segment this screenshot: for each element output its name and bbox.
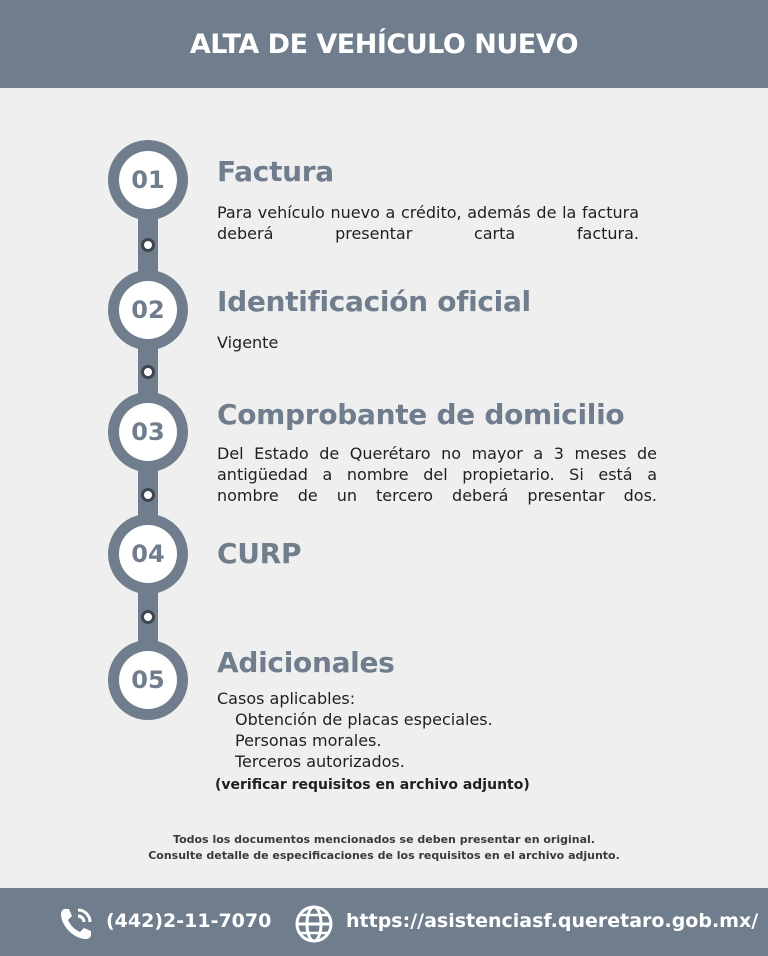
step-description-identificacion: Vigente bbox=[217, 333, 279, 352]
footnote-original: Todos los documentos mencionados se deben presentar en original. bbox=[173, 833, 595, 846]
step-number: 03 bbox=[119, 403, 177, 461]
step-badge-05 bbox=[108, 640, 188, 720]
step-title-factura: Factura bbox=[217, 155, 334, 188]
list-item: Obtención de placas especiales. bbox=[235, 710, 493, 729]
additional-cases-list bbox=[217, 709, 493, 772]
list-item: Personas morales. bbox=[235, 731, 382, 750]
step-intro-adicionales: Casos aplicables: bbox=[217, 689, 356, 708]
step-title-identificacion: Identificación oficial bbox=[217, 285, 531, 318]
step-number: 01 bbox=[119, 151, 177, 209]
step-description-comprobante: Del Estado de Querétaro no mayor a 3 meses de antigüedad a nombre del propietario. Si está a nombre de un tercero deberá presentar dos. bbox=[217, 444, 657, 505]
phone-icon bbox=[56, 904, 96, 948]
footer bbox=[0, 888, 768, 956]
verify-note: (verificar requisitos en archivo adjunto) bbox=[215, 777, 530, 793]
phone-number[interactable]: (442)2-11-7070 bbox=[106, 910, 272, 932]
step-badge-03 bbox=[108, 392, 188, 472]
step-description-factura: Para vehículo nuevo a crédito, además de la factura deberá presentar carta factura. bbox=[217, 203, 639, 243]
header bbox=[0, 0, 768, 88]
footnote-details: Consulte detalle de especificaciones de los requisitos en el archivo adjunto. bbox=[148, 849, 620, 862]
step-badge-02 bbox=[108, 270, 188, 350]
step-title-comprobante: Comprobante de domicilio bbox=[217, 398, 625, 431]
website-link[interactable]: https://asistenciasf.queretaro.gob.mx/ bbox=[346, 910, 759, 932]
step-number: 04 bbox=[119, 525, 177, 583]
list-item: Terceros autorizados. bbox=[235, 752, 405, 771]
step-title-curp: CURP bbox=[217, 537, 302, 570]
step-title-adicionales: Adicionales bbox=[217, 646, 395, 679]
step-number: 02 bbox=[119, 281, 177, 339]
step-badge-04 bbox=[108, 514, 188, 594]
timeline-dot bbox=[141, 365, 155, 379]
timeline-dot bbox=[141, 610, 155, 624]
step-badge-01 bbox=[108, 140, 188, 220]
timeline-dot bbox=[141, 238, 155, 252]
page-title: ALTA DE VEHÍCULO NUEVO bbox=[189, 28, 579, 60]
step-number: 05 bbox=[119, 651, 177, 709]
globe-icon bbox=[294, 904, 334, 948]
timeline-dot bbox=[141, 488, 155, 502]
